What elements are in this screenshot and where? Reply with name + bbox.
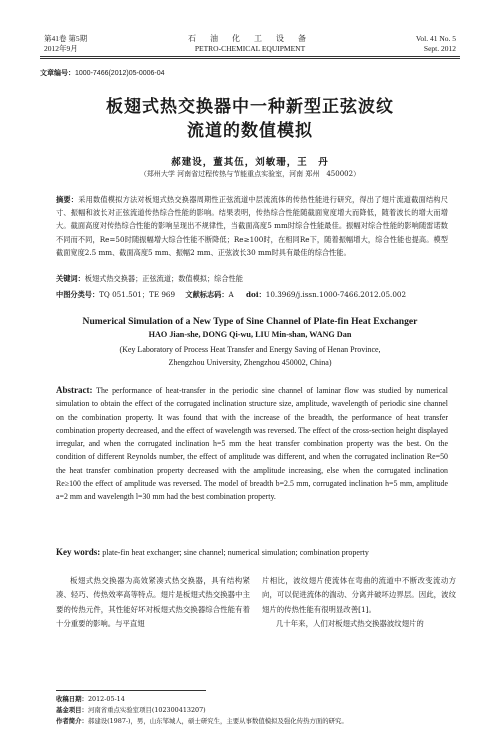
header-date-en: Sept. 2012 (423, 44, 456, 53)
body-column-right (262, 574, 456, 632)
body-paragraph: 板翅式热交换器为高效紧凑式热交换器，具有结构紧凑、轻巧、传热效率高等特点。翅片是板翅式热交换器中主要的传热元件，其性能好坏对板翅式热交换器综合性能有着十分重要的影响。与平直翅 (56, 576, 250, 629)
article-number: 文章编号：1000-7466(2012)05-0006-04 (40, 70, 165, 77)
header-volume: 第41卷 第5期 (44, 34, 88, 43)
header-journal-block (150, 34, 350, 54)
footnote-author: 作者简介：郝建设(1987-)，男，山东邹城人，硕士研究生，主要从事数值模拟及强化传热方面的研究。 (56, 717, 348, 725)
page-title-line1: 板翅式热交换器中一种新型正弦波纹 (106, 97, 394, 117)
abstract-en (56, 384, 448, 504)
body-column-left (56, 574, 250, 632)
header-volume-en: Vol. 41 No. 5 (415, 34, 456, 43)
abstract-cn-text: 采用数值模拟方法对板翅式热交换器周期性正弦流道中层流流体的传热性能进行研究，得出了翅片流道截面结构尺寸、振幅和波长对正弦流道传热综合性能的影响。结果表明，传热综合性能随截面宽度增大而降低，随着波长的增大而增大。截面高度对传热综合性能的影响呈现出不规律性，当截面高度5 mm时综合性能最佳。振幅对综合性能的影响随雷诺数不同而不同，Re=50时随振幅增大综合性能不断降低；Re≥100时，在相同Re下，随着振幅增大，综合性能也提高。模型截面宽度2.5 mm、截面高度5 mm、振幅2 mm、正弦波长30 mm时具有最佳的综合性能。 (56, 195, 448, 257)
body-paragraph: 片相比，波纹翅片使流体在弯曲的流道中不断改变流动方向，可以促进流体的湍动、分离并破坏边界层。因此，波纹翅片的传热性能有很明显改善[1]。 (262, 576, 456, 614)
header-volume-en-block (416, 34, 456, 54)
footnote-received: 收稿日期：2012-05-14 (56, 695, 125, 703)
abstract-en-text: The performance of heat-transfer in the periodic sine channel of laminar flow was studied by numerical simulation to obtain the effect of the corrugated inclination structure size, amplitude, wavelength of periodic sine channel on the combination property. It was found that with the increase of the breadth, the performance of heat transfer combination property decreased, and the effect of wavelength was reversed. The effect of the cross-section height displayed irregular, and when the corrugated inclination h=5 mm the heat transfer combination property was the best. On the condition of different Reynolds number, the effect of amplitude was different, and when the corrugated inclination Re=50 the heat transfer combination property decreased with the amplitude increasing, else when the corrugated inclination Re≥100 the effect of amplitude was reversed. The model of breadth b=2.5 mm, corrugated inclination h=5 mm, amplitude a=2 mm and wavelength l=30 mm had the best combination property. (56, 386, 448, 502)
authors-en: HAO Jian-she, DONG Qi-wu, LIU Min-shan, WANG Dan (148, 330, 352, 339)
header-rule-thin (40, 58, 460, 59)
title-en: Numerical Simulation of a New Type of Sine Channel of Plate-fin Heat Exchanger (82, 316, 418, 327)
abstract-cn-label: 摘要： (56, 195, 79, 204)
page-title-line2: 流道的数值模拟 (187, 121, 313, 141)
classification: 中图分类号：TQ 051.501；TE 969 文献标志码：A doi：10.3969/j.issn.1000-7466.2012.05.002 (56, 290, 407, 299)
header-volume-block (44, 34, 87, 54)
header-date: 2012年9月 (44, 44, 78, 53)
abstract-cn (56, 193, 448, 259)
affiliation: （郑州大学 河南省过程传热与节能重点实验室，河南 郑州 450002） (139, 170, 361, 178)
footnote-fund: 基金项目：河南省重点实验室项目(102300413207) (56, 706, 206, 714)
header-journal-en: PETRO-CHEMICAL EQUIPMENT (194, 44, 306, 53)
footnote-rule (56, 690, 206, 691)
keywords-en: Key words: plate-fin heat exchanger; sine channel; numerical simulation; combination property (56, 547, 369, 557)
header-rule (40, 56, 460, 57)
body-paragraph: 几十年来，人们对板翅式热交换器波纹翅片的 (276, 619, 424, 629)
abstract-en-label: Abstract: (56, 385, 93, 395)
authors: 郝建设，董其伍，刘敏珊，王 丹 (171, 157, 329, 168)
affiliation-en: (Key Laboratory of Process Heat Transfer and Energy Saving of Henan Province, Zhengzhou University, Zhengzhou 450002, China) (119, 345, 381, 367)
keywords-cn: 关键词：板翅式热交换器；正弦流道；数值模拟；综合性能 (56, 274, 243, 283)
header-journal-cn: 石 油 化 工 设 备 (188, 34, 312, 43)
